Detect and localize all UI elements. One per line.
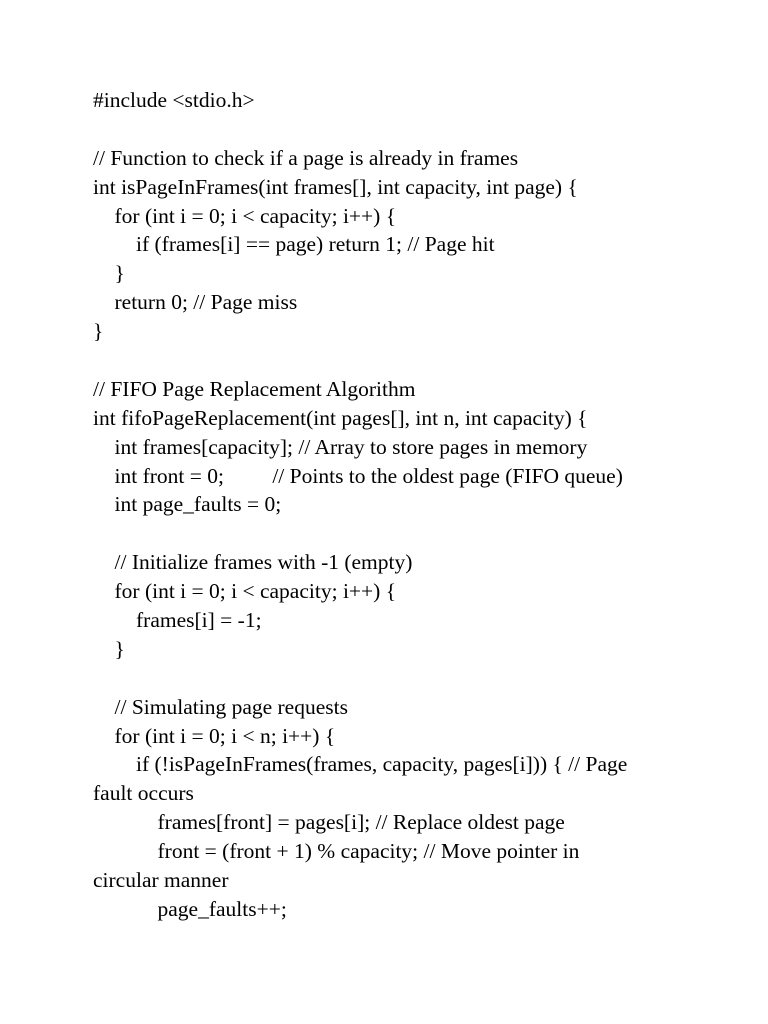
code-line: if (!isPageInFrames(frames, capacity, pages[i])) { // Page bbox=[93, 752, 628, 777]
code-line: circular manner bbox=[93, 868, 229, 893]
code-line: // FIFO Page Replacement Algorithm bbox=[93, 376, 416, 401]
code-line: if (frames[i] == page) return 1; // Page hit bbox=[93, 232, 495, 257]
code-line: return 0; // Page miss bbox=[93, 290, 298, 315]
code-line: // Initialize frames with -1 (empty) bbox=[93, 550, 413, 575]
code-line: } bbox=[93, 636, 125, 661]
code-line: front = (front + 1) % capacity; // Move pointer in bbox=[93, 839, 580, 864]
code-line: page_faults++; bbox=[93, 896, 287, 921]
code-line: frames[i] = -1; bbox=[93, 608, 262, 633]
code-listing bbox=[93, 86, 683, 924]
code-line: #include <stdio.h> bbox=[93, 88, 255, 112]
code-line: int page_faults = 0; bbox=[93, 492, 282, 517]
code-line: // Function to check if a page is already in frames bbox=[93, 145, 519, 170]
code-line: for (int i = 0; i < capacity; i++) { bbox=[93, 579, 397, 604]
code-line: fault occurs bbox=[93, 781, 194, 806]
code-line: int fifoPageReplacement(int pages[], int n, int capacity) { bbox=[93, 405, 588, 430]
code-line: for (int i = 0; i < n; i++) { bbox=[93, 723, 336, 748]
code-line bbox=[93, 346, 683, 375]
code-line: int isPageInFrames(int frames[], int capacity, int page) { bbox=[93, 174, 578, 199]
code-line: for (int i = 0; i < capacity; i++) { bbox=[93, 203, 397, 228]
code-line: } bbox=[93, 261, 125, 286]
code-line: int front = 0; // Points to the oldest page (FIFO queue) bbox=[93, 463, 623, 488]
code-line: // Simulating page requests bbox=[93, 694, 348, 719]
code-line: frames[front] = pages[i]; // Replace oldest page bbox=[93, 810, 565, 835]
code-line: int frames[capacity]; // Array to store pages in memory bbox=[93, 434, 588, 459]
code-line bbox=[93, 115, 683, 144]
code-line: } bbox=[93, 319, 104, 344]
code-line bbox=[93, 519, 683, 548]
code-line bbox=[93, 664, 683, 693]
